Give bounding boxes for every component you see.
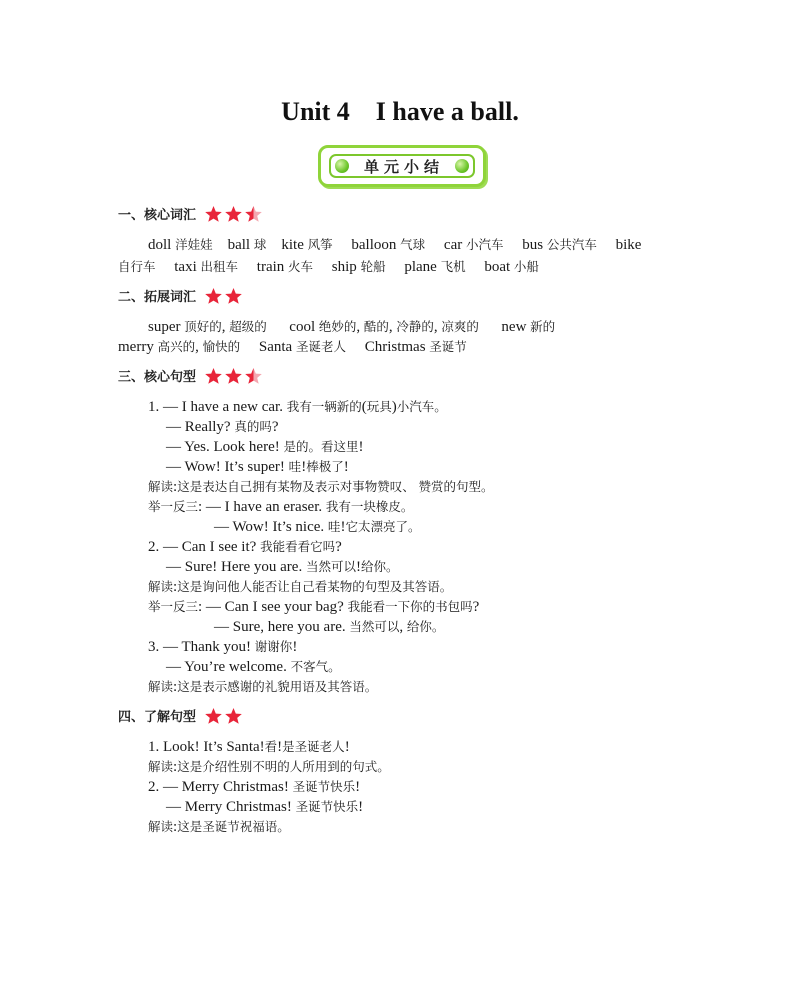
text-line: 2. — Merry Christmas! 圣诞节快乐! [148, 779, 361, 795]
green-dot-icon [335, 159, 349, 173]
section-heading-label: 一、核心词汇 [118, 208, 197, 223]
text-line: 解读:这是圣诞节祝福语。 [148, 819, 290, 835]
text-line: 3. — Thank you! 谢谢你! [148, 639, 298, 655]
text-line: 举一反三: — Can I see your bag? 我能看一下你的书包吗? [148, 599, 480, 615]
unit-summary-badge [318, 145, 486, 187]
star-icon [204, 367, 223, 385]
section-heading [118, 204, 264, 223]
section-heading-label: 二、拓展词汇 [118, 290, 197, 305]
section-heading [118, 366, 264, 385]
star-icon [224, 367, 243, 385]
section-heading-label: 四、了解句型 [118, 710, 197, 725]
text-line: merry 高兴的, 愉快的 Santa 圣诞老人 Christmas 圣诞节 [118, 339, 467, 355]
text-line: — Yes. Look here! 是的。看这里! [166, 439, 364, 455]
difficulty-stars [204, 205, 264, 223]
text-line: 举一反三: — I have an eraser. 我有一块橡皮。 [148, 499, 414, 515]
half-star-icon [244, 367, 263, 385]
text-line: 1. — I have a new car. 我有一辆新的(玩具)小汽车。 [148, 399, 447, 415]
text-line: — You’re welcome. 不客气。 [166, 659, 341, 675]
half-star-icon [244, 205, 263, 223]
green-dot-icon [455, 159, 469, 173]
text-line: — Wow! It’s nice. 哇!它太漂亮了。 [214, 519, 421, 535]
text-line: 2. — Can I see it? 我能看看它吗? [148, 539, 342, 555]
difficulty-stars [204, 707, 244, 725]
text-line: super 顶好的, 超级的 cool 绝妙的, 酷的, 冷静的, 凉爽的 new 新的 [148, 319, 556, 335]
star-icon [204, 287, 223, 305]
star-icon [224, 287, 243, 305]
star-icon [204, 707, 223, 725]
star-icon [224, 205, 243, 223]
section-heading [118, 286, 244, 305]
text-line: — Sure! Here you are. 当然可以!给你。 [166, 559, 399, 575]
text-line: 解读:这是表达自己拥有某物及表示对事物赞叹、 赞赏的句型。 [148, 479, 494, 495]
text-line: — Wow! It’s super! 哇!棒极了! [166, 459, 349, 475]
text-line: 1. Look! It’s Santa!看!是圣诞老人! [148, 739, 350, 755]
text-line: 解读:这是介绍性别不明的人所用到的句式。 [148, 759, 390, 775]
text-line: 自行车 taxi 出租车 train 火车 ship 轮船 plane 飞机 boat 小船 [118, 259, 539, 275]
text-line: — Merry Christmas! 圣诞节快乐! [166, 799, 364, 815]
unit-title: Unit 4 I have a ball. [281, 97, 519, 126]
difficulty-stars [204, 367, 264, 385]
badge-label: 单元小结 [363, 157, 444, 176]
badge-frame [329, 154, 475, 178]
star-icon [224, 707, 243, 725]
section-heading-label: 三、核心句型 [118, 370, 197, 385]
text-line: — Sure, here you are. 当然可以, 给你。 [214, 619, 445, 635]
text-line: 解读:这是表示感谢的礼貌用语及其答语。 [148, 679, 378, 695]
star-icon [204, 205, 223, 223]
difficulty-stars [204, 287, 244, 305]
text-line: doll 洋娃娃 ball 球 kite 风筝 balloon 气球 car 小汽车 bus 公共汽车 bike [148, 237, 642, 253]
text-line: — Really? 真的吗? [166, 419, 279, 435]
text-line: 解读:这是询问他人能否让自己看某物的句型及其答语。 [148, 579, 453, 595]
section-heading [118, 706, 244, 725]
